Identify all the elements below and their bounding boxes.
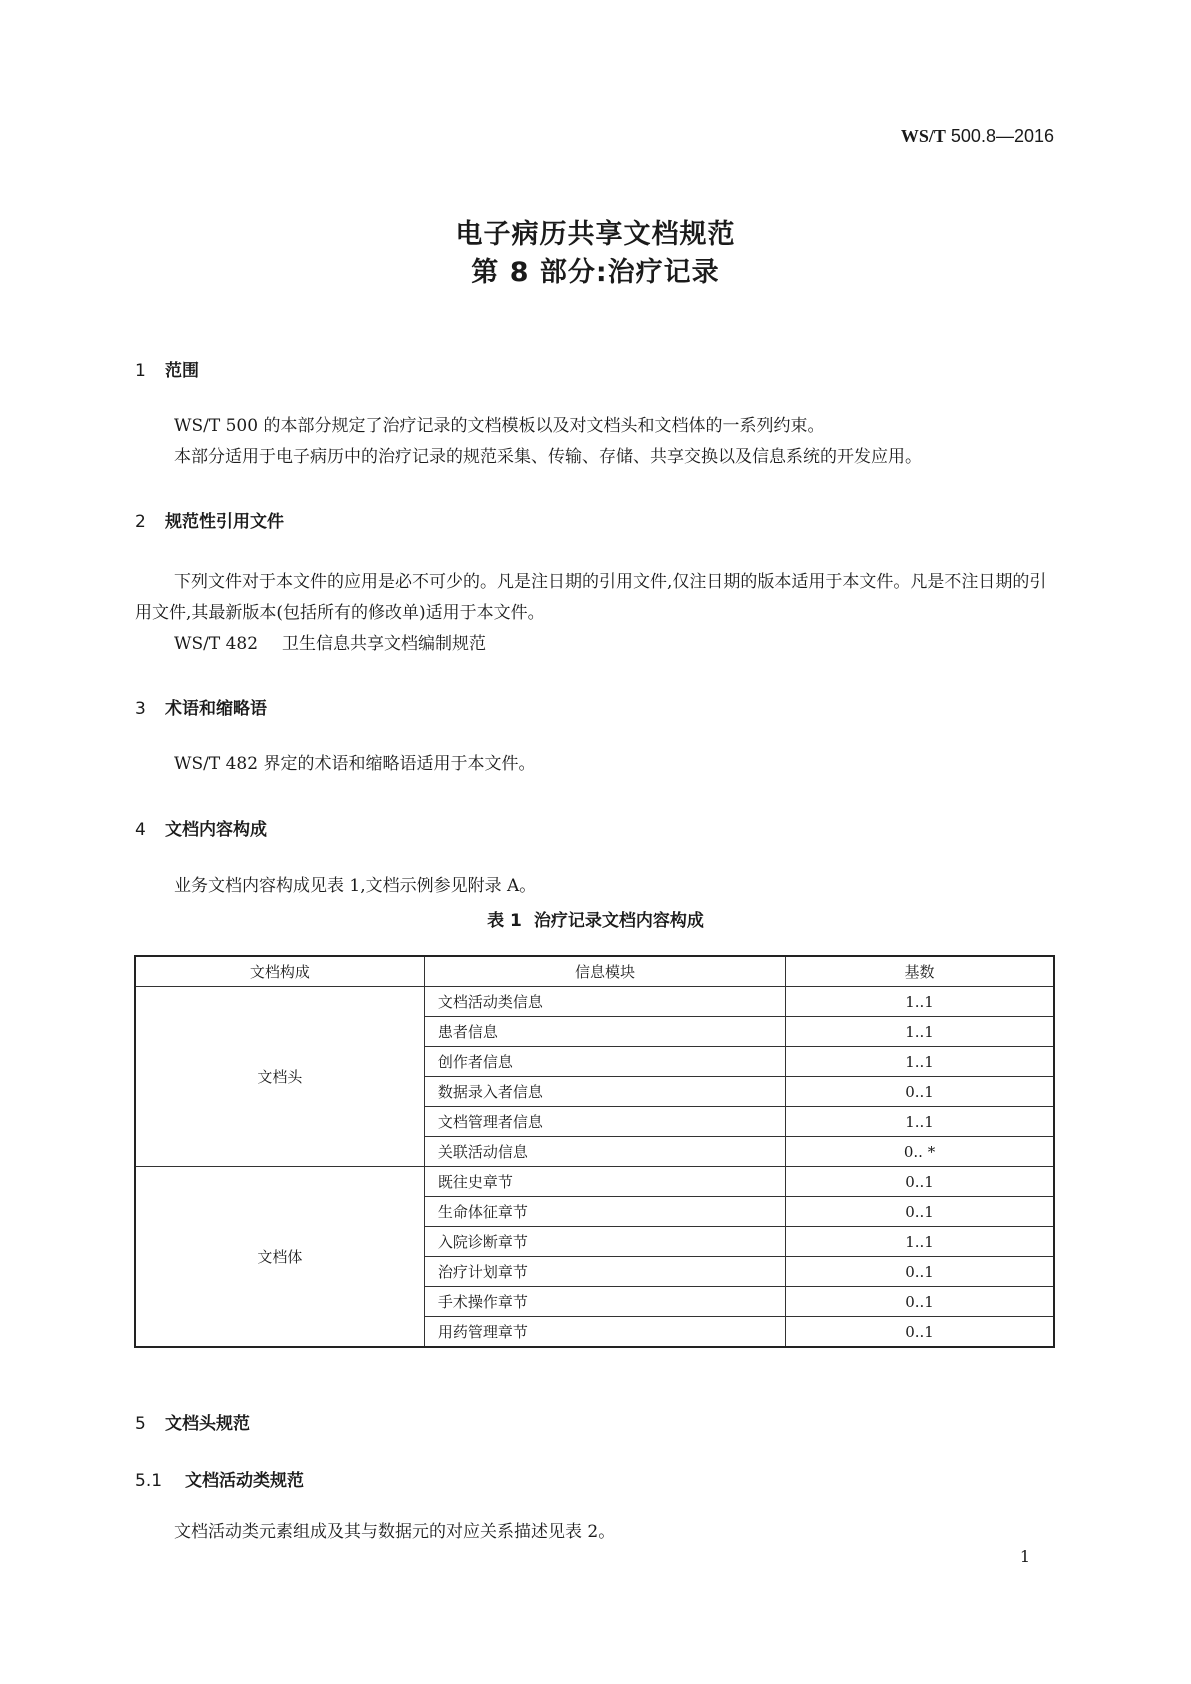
cardinality-cell: 1..1 xyxy=(786,1017,1054,1047)
section-4-heading xyxy=(135,815,267,840)
reference-code: WS/T 482 xyxy=(174,634,259,654)
document-subtitle: 第 8 部分:治疗记录 xyxy=(471,257,720,288)
document-title: 电子病历共享文档规范 xyxy=(455,219,736,250)
section-title: 文档头规范 xyxy=(165,1414,250,1434)
section-5-1-heading xyxy=(135,1466,304,1491)
module-cell: 生命体征章节 xyxy=(424,1197,785,1227)
section-number: 5.1 xyxy=(135,1471,163,1491)
module-cell: 手术操作章节 xyxy=(424,1287,785,1317)
section-3-heading xyxy=(135,694,267,719)
cardinality-cell: 0..1 xyxy=(786,1317,1054,1348)
table-caption-title: 治疗记录文档内容构成 xyxy=(533,911,704,931)
cardinality-cell: 0..1 xyxy=(786,1077,1054,1107)
module-cell: 治疗计划章节 xyxy=(424,1257,785,1287)
section-number: 3 xyxy=(135,699,146,719)
cardinality-cell: 0..1 xyxy=(786,1287,1054,1317)
section-number: 1 xyxy=(135,361,146,381)
section-title: 范围 xyxy=(165,361,199,381)
module-cell: 创作者信息 xyxy=(424,1047,785,1077)
section-1-paragraph-1: WS/T 500 的本部分规定了治疗记录的文档模板以及对文档头和文档体的一系列约束。 xyxy=(174,416,825,436)
table-header-row xyxy=(135,956,1054,987)
table-1 xyxy=(134,955,1055,1348)
section-1-paragraph-2: 本部分适用于电子病历中的治疗记录的规范采集、传输、存储、共享交换以及信息系统的开发应用。 xyxy=(174,447,922,467)
group-cell: 文档头 xyxy=(135,987,424,1167)
page-number: 1 xyxy=(1019,1547,1030,1566)
cardinality-cell: 0..1 xyxy=(786,1257,1054,1287)
normative-reference xyxy=(135,629,1094,660)
module-cell: 文档活动类信息 xyxy=(424,987,785,1017)
column-header: 基数 xyxy=(786,956,1054,987)
table-1-caption xyxy=(0,906,1191,931)
section-2-heading xyxy=(135,507,284,532)
group-cell: 文档体 xyxy=(135,1167,424,1348)
section-title: 规范性引用文件 xyxy=(165,512,284,532)
section-title: 文档活动类规范 xyxy=(185,1471,304,1491)
cardinality-cell: 0.. * xyxy=(786,1137,1054,1167)
section-3-paragraph-1: WS/T 482 界定的术语和缩略语适用于本文件。 xyxy=(174,754,536,774)
section-number: 5 xyxy=(135,1414,146,1434)
column-header: 文档构成 xyxy=(135,956,424,987)
module-cell: 数据录入者信息 xyxy=(424,1077,785,1107)
column-header: 信息模块 xyxy=(424,956,785,987)
table-caption-label: 表 1 xyxy=(487,911,522,931)
standard-prefix: WS/T xyxy=(900,126,946,146)
cardinality-cell: 1..1 xyxy=(786,1227,1054,1257)
standard-code xyxy=(901,126,1054,147)
section-title: 术语和缩略语 xyxy=(165,699,267,719)
module-cell: 患者信息 xyxy=(424,1017,785,1047)
section-2-paragraph-1: 下列文件对于本文件的应用是必不可少的。凡是注日期的引用文件,仅注日期的版本适用于本文件。凡是不注日期的引用文件,其最新版本(包括所有的修改单)适用于本文件。 xyxy=(135,572,1047,623)
table-row xyxy=(135,987,1054,1017)
cardinality-cell: 1..1 xyxy=(786,1047,1054,1077)
section-4-paragraph-1: 业务文档内容构成见表 1,文档示例参见附录 A。 xyxy=(174,876,537,896)
section-5-1-paragraph-1: 文档活动类元素组成及其与数据元的对应关系描述见表 2。 xyxy=(174,1522,616,1542)
module-cell: 入院诊断章节 xyxy=(424,1227,785,1257)
module-cell: 关联活动信息 xyxy=(424,1137,785,1167)
section-1-heading xyxy=(135,356,199,381)
section-5-heading xyxy=(135,1409,250,1434)
module-cell: 既往史章节 xyxy=(424,1167,785,1197)
module-cell: 用药管理章节 xyxy=(424,1317,785,1348)
cardinality-cell: 0..1 xyxy=(786,1167,1054,1197)
section-number: 2 xyxy=(135,512,146,532)
cardinality-cell: 0..1 xyxy=(786,1197,1054,1227)
standard-number: 500.8—2016 xyxy=(950,126,1054,146)
cardinality-cell: 1..1 xyxy=(786,987,1054,1017)
module-cell: 文档管理者信息 xyxy=(424,1107,785,1137)
reference-title: 卫生信息共享文档编制规范 xyxy=(282,634,487,654)
section-title: 文档内容构成 xyxy=(165,820,267,840)
cardinality-cell: 1..1 xyxy=(786,1107,1054,1137)
table-row xyxy=(135,1167,1054,1197)
section-number: 4 xyxy=(135,820,146,840)
